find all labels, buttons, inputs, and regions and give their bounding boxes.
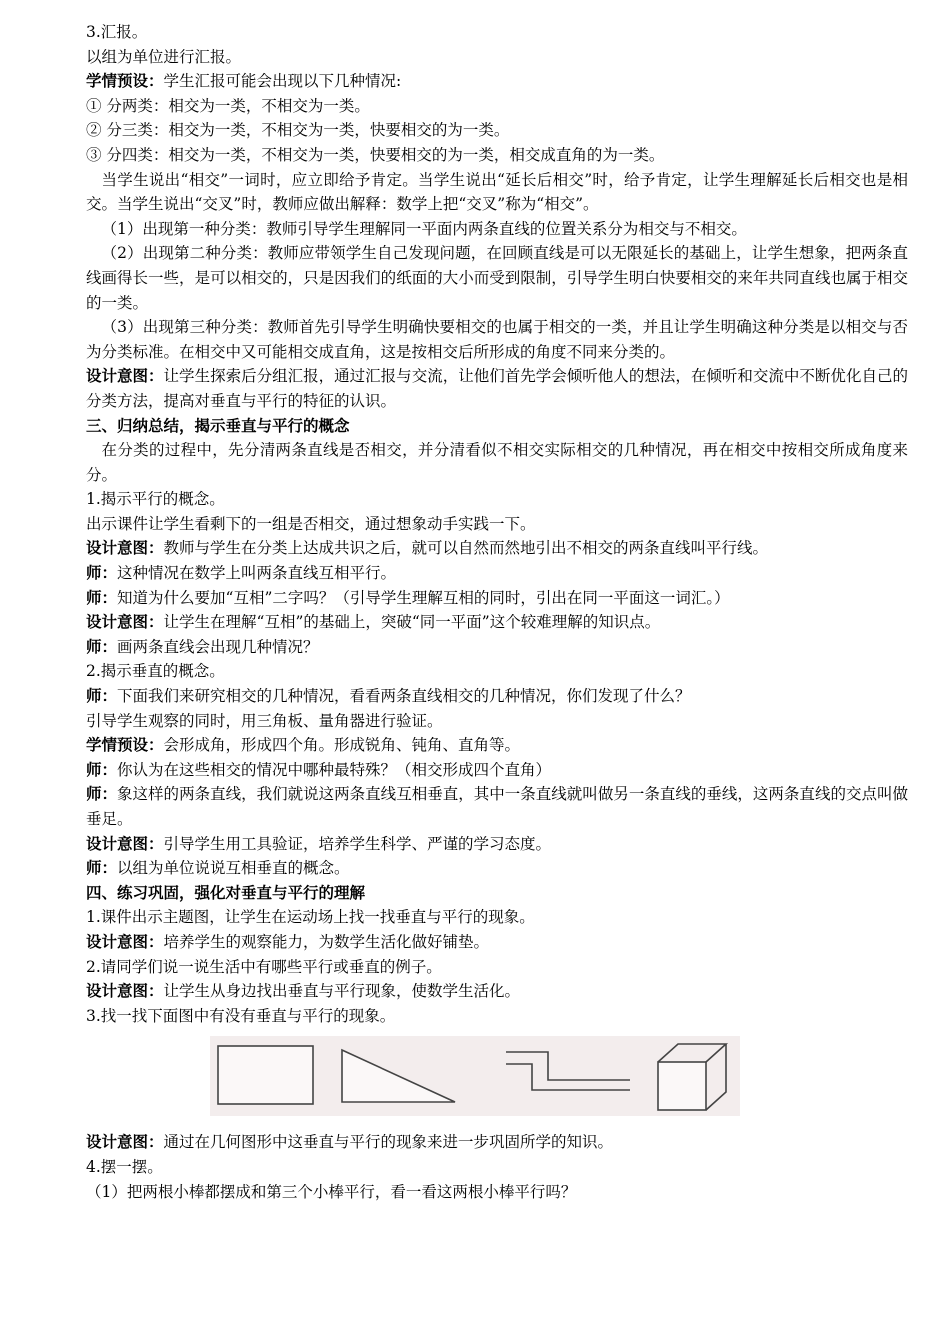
paragraph bbox=[86, 315, 908, 364]
paragraph-text: 以组为单位进行汇报。 bbox=[86, 47, 242, 66]
paragraph bbox=[86, 69, 908, 94]
paragraph-label: 设计意图： bbox=[86, 539, 164, 558]
paragraph bbox=[86, 955, 908, 980]
paragraph bbox=[86, 561, 908, 586]
paragraph bbox=[86, 1180, 908, 1205]
paragraph-text: ① 分两类：相交为一类，不相交为一类。 bbox=[86, 96, 370, 115]
paragraph bbox=[86, 709, 908, 734]
paragraph-text: 2.请同学们说一说生活中有哪些平行或垂直的例子。 bbox=[86, 957, 442, 976]
lesson-text bbox=[86, 20, 908, 1028]
paragraph bbox=[86, 659, 908, 684]
paragraph-label: 师： bbox=[86, 760, 118, 779]
paragraph-label: 设计意图： bbox=[86, 613, 164, 632]
paragraph-label: 师： bbox=[86, 637, 118, 656]
paragraph-text: 你认为在这些相交的情况中哪种最特殊？（相交形成四个直角） bbox=[117, 760, 552, 779]
paragraph-label: 师： bbox=[86, 588, 118, 607]
paragraph bbox=[86, 512, 908, 537]
paragraph bbox=[86, 438, 908, 487]
paragraph-label: 设计意图： bbox=[86, 982, 164, 1001]
paragraph-text: （3）出现第三种分类：教师首先引导学生明确快要相交的也属于相交的一类，并且让学生明确这种分类是以相交与否为分类标准。在相交中又可能相交成直角，这是按相交后所形成的角度不同来分类的。 bbox=[86, 318, 908, 361]
paragraph-text: 3.找一找下面图中有没有垂直与平行的现象。 bbox=[86, 1006, 396, 1025]
step-lines-upper bbox=[506, 1052, 630, 1080]
paragraph bbox=[86, 1130, 908, 1155]
section-heading: 四、练习巩固，强化对垂直与平行的理解 bbox=[86, 883, 366, 902]
paragraph-text: 出示课件让学生看剩下的一组是否相交，通过想象动手实践一下。 bbox=[86, 514, 536, 533]
paragraph bbox=[86, 20, 908, 45]
section-heading: 三、归纳总结，揭示垂直与平行的概念 bbox=[86, 416, 350, 435]
paragraph bbox=[86, 610, 908, 635]
paragraph-label: 设计意图： bbox=[86, 834, 164, 853]
paragraph-label: 师： bbox=[86, 687, 118, 706]
paragraph bbox=[86, 1155, 908, 1180]
paragraph-text: 让学生在理解“互相”的基础上，突破“同一平面”这个较难理解的知识点。 bbox=[163, 613, 661, 632]
paragraph-text: 让学生从身边找出垂直与平行现象，使数学生活化。 bbox=[163, 982, 521, 1001]
paragraph-text: （1）出现第一种分类：教师引导学生理解同一平面内两条直线的位置关系分为相交与不相交。 bbox=[101, 219, 747, 238]
paragraph-label: 师： bbox=[86, 859, 118, 878]
paragraph-text: 引导学生观察的同时，用三角板、量角器进行验证。 bbox=[86, 711, 443, 730]
paragraph-text: 当学生说出“相交”一词时，应立即给予肯定。当学生说出“延长后相交”时，给予肯定，让学生理解延长后相交也是相交。当学生说出“交叉”时，教师应做出解释：数学上把“交叉”称为“相交”。 bbox=[86, 170, 908, 214]
paragraph-label: 师： bbox=[86, 564, 118, 583]
paragraph-label: 设计意图： bbox=[86, 932, 164, 951]
paragraph-text: 以组为单位说说互相垂直的概念。 bbox=[117, 859, 350, 878]
paragraph bbox=[86, 586, 908, 611]
paragraph bbox=[86, 782, 908, 831]
paragraph-label: 学情预设： bbox=[86, 72, 164, 91]
paragraph-text: 学生汇报可能会出现以下几种情况: bbox=[163, 72, 402, 91]
paragraph-text: 画两条直线会出现几种情况？ bbox=[117, 637, 319, 656]
paragraph-text: 2.揭示垂直的概念。 bbox=[86, 662, 225, 681]
paragraph bbox=[86, 930, 908, 955]
paragraph-label: 师： bbox=[86, 785, 118, 804]
paragraph-text: 这种情况在数学上叫两条直线互相平行。 bbox=[117, 564, 397, 583]
paragraph-text: 在分类的过程中，先分清两条直线是否相交，并分清看似不相交实际相交的几种情况，再在相交中按相交所成角度来分。 bbox=[86, 441, 908, 484]
paragraph bbox=[86, 832, 908, 857]
paragraph-text: 培养学生的观察能力，为数学生活化做好铺垫。 bbox=[163, 932, 490, 951]
paragraph-label: 设计意图： bbox=[86, 1133, 164, 1152]
paragraph-label: 设计意图： bbox=[86, 367, 164, 386]
paragraph bbox=[86, 45, 908, 70]
paragraph bbox=[86, 94, 908, 119]
paragraph-text: 象这样的两条直线，我们就说这两条直线互相垂直，其中一条直线就叫做另一条直线的垂线，这两条直线的交点叫做垂足。 bbox=[86, 785, 908, 828]
paragraph-text: ③ 分四类：相交为一类，不相交为一类，快要相交的为一类，相交成直角的为一类。 bbox=[86, 145, 665, 164]
document-body bbox=[86, 20, 908, 1204]
paragraph-label: 学情预设： bbox=[86, 736, 164, 755]
paragraph bbox=[86, 733, 908, 758]
paragraph-text: 知道为什么要加“互相”二字吗？（引导学生理解互相的同时，引出在同一平面这一词汇。） bbox=[117, 588, 730, 607]
paragraph bbox=[86, 536, 908, 561]
paragraph-text: 下面我们来研究相交的几种情况，看看两条直线相交的几种情况，你们发现了什么？ bbox=[117, 687, 691, 706]
paragraph bbox=[86, 856, 908, 881]
paragraph bbox=[86, 118, 908, 143]
rectangle-shape bbox=[218, 1046, 313, 1104]
paragraph bbox=[86, 905, 908, 930]
paragraph bbox=[86, 635, 908, 660]
paragraph-text: 通过在几何图形中这垂直与平行的现象来进一步巩固所学的知识。 bbox=[163, 1133, 614, 1152]
paragraph bbox=[86, 143, 908, 168]
paragraph-text: 3.汇报。 bbox=[86, 23, 148, 41]
geometry-figures bbox=[210, 1036, 740, 1116]
paragraph-text: （1）把两根小棒都摆成和第三个小棒平行，看一看这两根小棒平行吗？ bbox=[86, 1182, 577, 1201]
paragraph-text: 会形成角，形成四个角。形成锐角、钝角、直角等。 bbox=[163, 736, 521, 755]
right-triangle-shape bbox=[342, 1050, 455, 1102]
paragraph-text: 引导学生用工具验证，培养学生科学、严谨的学习态度。 bbox=[163, 834, 552, 853]
paragraph bbox=[86, 241, 908, 315]
lesson-text-continued bbox=[86, 1130, 908, 1204]
paragraph-text: 1.揭示平行的概念。 bbox=[86, 490, 225, 509]
step-lines-lower bbox=[506, 1064, 550, 1090]
paragraph bbox=[86, 168, 908, 217]
figure-block bbox=[86, 1034, 908, 1124]
paragraph-text: 4.摆一摆。 bbox=[86, 1157, 163, 1176]
paragraph bbox=[86, 684, 908, 709]
cube-shape bbox=[658, 1044, 726, 1110]
paragraph-text: 教师与学生在分类上达成共识之后，就可以自然而然地引出不相交的两条直线叫平行线。 bbox=[163, 539, 769, 558]
paragraph-text: 让学生探索后分组汇报，通过汇报与交流，让他们首先学会倾听他人的想法，在倾听和交流中不断优化自己的分类方法，提高对垂直与平行的特征的认识。 bbox=[86, 367, 908, 410]
paragraph bbox=[86, 758, 908, 783]
paragraph-text: （2）出现第二种分类：教师应带领学生自己发现问题，在回顾直线是可以无限延长的基础上，让学生想象，把两条直线画得长一些，是可以相交的，只是因我们的纸面的大小而受到限制，引导学生明白快要相交的来年共同直线也属于相交的一类。 bbox=[86, 244, 908, 312]
paragraph-text: 1.课件出示主题图，让学生在运动场上找一找垂直与平行的现象。 bbox=[86, 908, 535, 927]
paragraph bbox=[86, 217, 908, 242]
paragraph bbox=[86, 1004, 908, 1029]
paragraph bbox=[86, 364, 908, 413]
paragraph bbox=[86, 979, 908, 1004]
paragraph-text: ② 分三类：相交为一类，不相交为一类，快要相交的为一类。 bbox=[86, 121, 510, 140]
paragraph bbox=[86, 487, 908, 512]
